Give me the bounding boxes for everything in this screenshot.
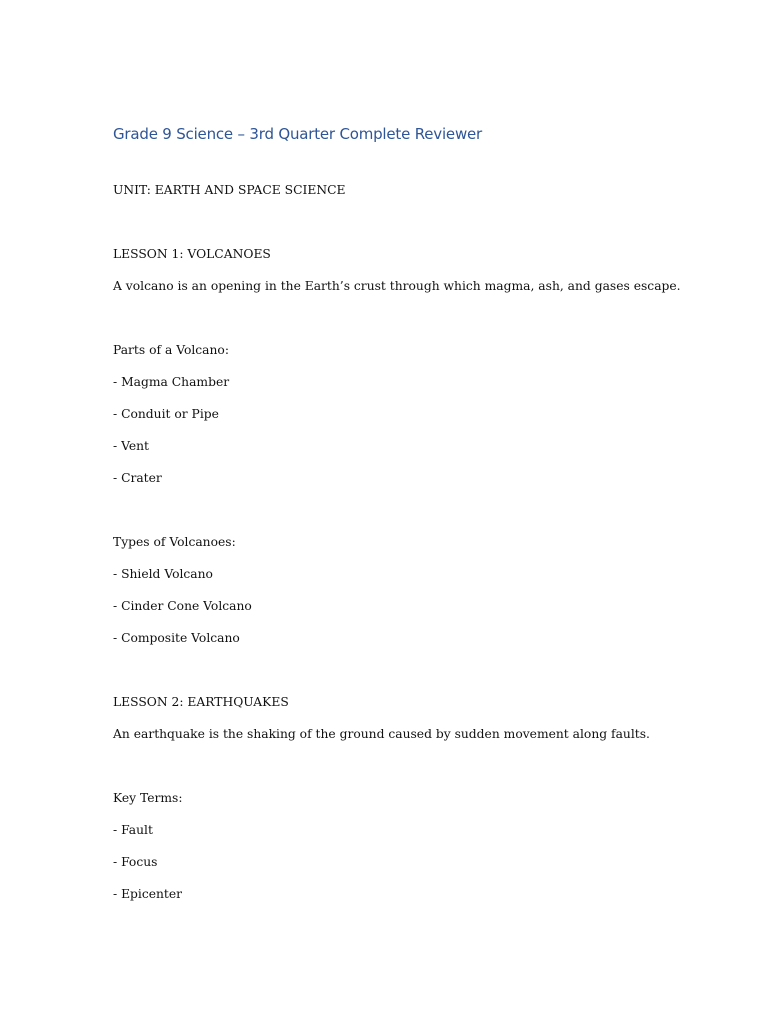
list-item: - Fault — [113, 823, 153, 837]
lesson1-definition: A volcano is an opening in the Earth’s crust through which magma, ash, and gases escape. — [113, 279, 681, 293]
key-terms-heading: Key Terms: — [113, 791, 183, 805]
list-item: - Vent — [113, 439, 149, 453]
list-item: - Magma Chamber — [113, 375, 230, 389]
list-item: - Composite Volcano — [113, 631, 240, 645]
unit-heading: UNIT: EARTH AND SPACE SCIENCE — [113, 183, 346, 197]
types-heading: Types of Volcanoes: — [113, 535, 236, 549]
list-item: - Shield Volcano — [113, 567, 213, 581]
lesson1-heading: LESSON 1: VOLCANOES — [113, 247, 271, 261]
parts-heading: Parts of a Volcano: — [113, 343, 229, 357]
list-item: - Conduit or Pipe — [113, 407, 219, 421]
document-title: Grade 9 Science – 3rd Quarter Complete Reviewer — [113, 125, 483, 143]
list-item: - Epicenter — [113, 887, 183, 901]
list-item: - Crater — [113, 471, 162, 485]
list-item: - Focus — [113, 855, 158, 869]
lesson2-definition: An earthquake is the shaking of the ground caused by sudden movement along faults. — [113, 727, 650, 741]
list-item: - Cinder Cone Volcano — [113, 599, 252, 613]
lesson2-heading: LESSON 2: EARTHQUAKES — [113, 695, 289, 709]
